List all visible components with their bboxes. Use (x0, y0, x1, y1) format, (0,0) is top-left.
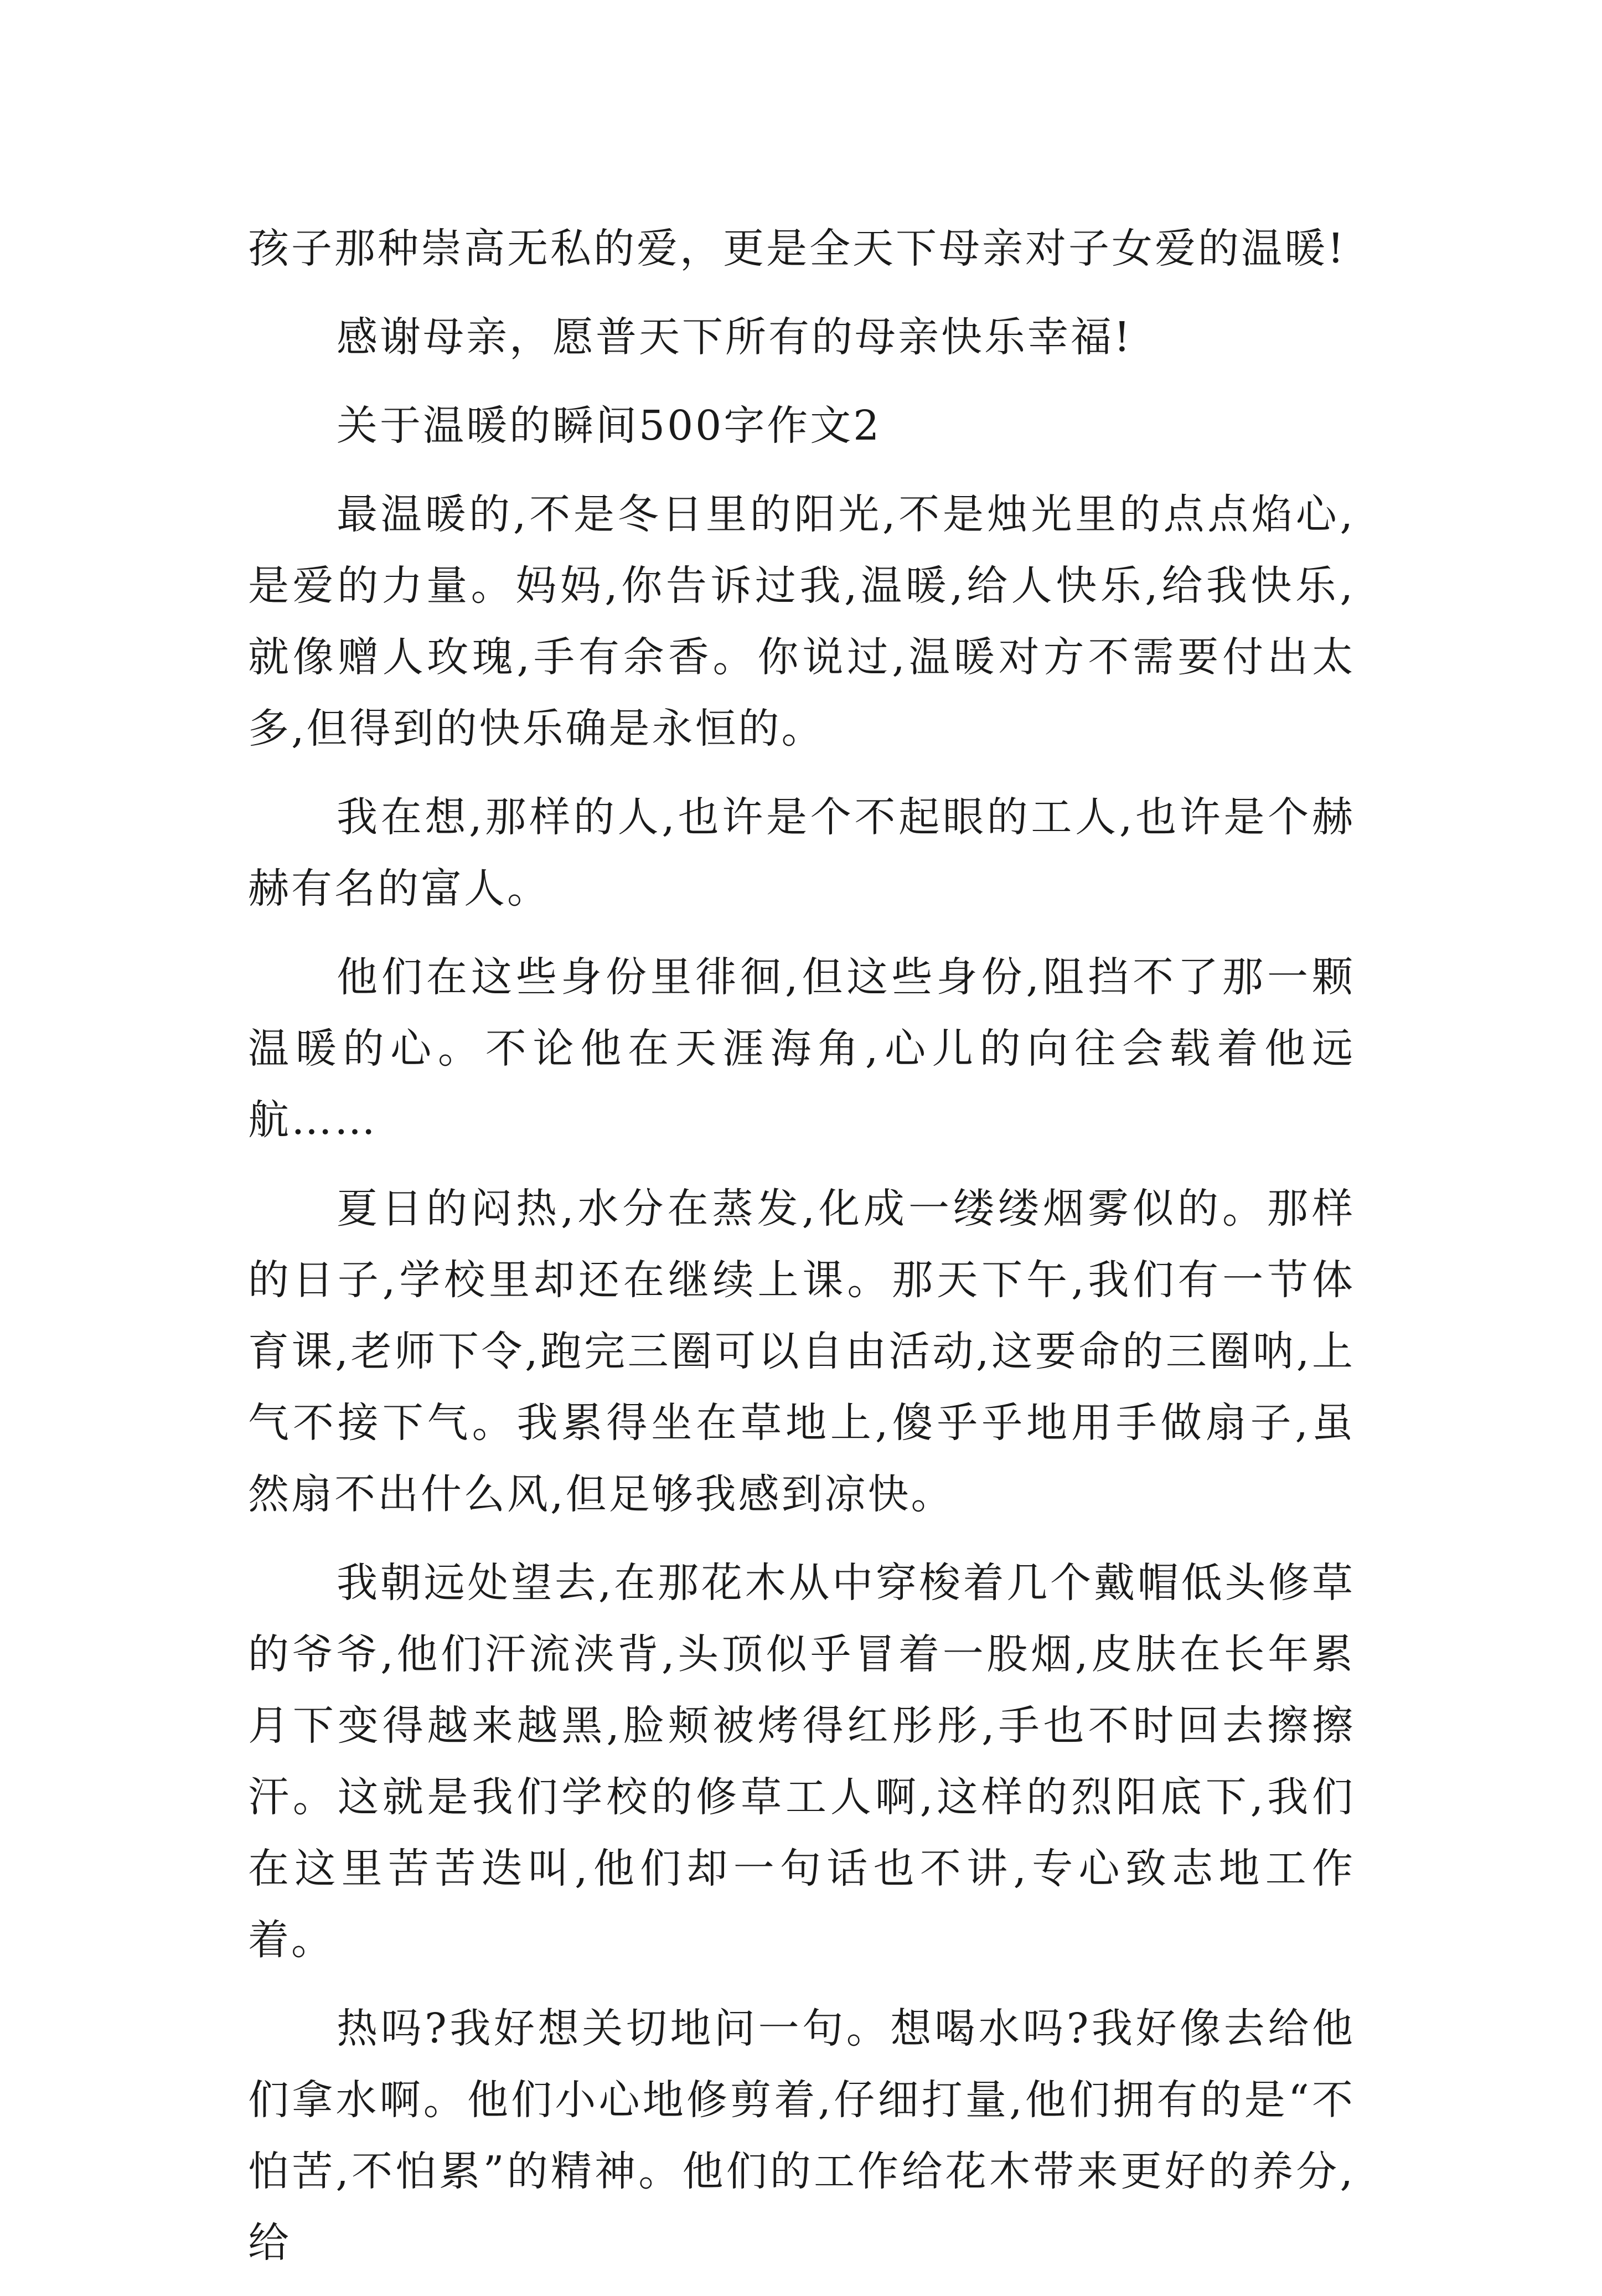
paragraph: 他们在这些身份里徘徊,但这些身份,阻挡不了那一颗温暖的心。不论他在天涯海角,心儿的向往会载着他远航…… (248, 953, 1355, 1144)
document-body (248, 213, 1355, 2296)
paragraph: 孩子那种崇高无私的爱，更是全天下母亲对子女爱的温暖! (248, 225, 1346, 272)
paragraph: 热吗?我好想关切地问一句。想喝水吗?我好像去给他们拿水啊。他们小心地修剪着,仔细打量,他们拥有的是“不怕苦,不怕累”的精神。他们的工作给花木带来更好的养分,给 (248, 2005, 1355, 2267)
essay-title: 关于温暖的瞬间500字作文2 (337, 402, 882, 450)
paragraph: 我在想,那样的人,也许是个不起眼的工人,也许是个赫赫有名的富人。 (248, 793, 1355, 912)
paragraph: 我朝远处望去,在那花木从中穿梭着几个戴帽低头修草的爷爷,他们汗流浃背,头顶似乎冒着一股烟,皮肤在长年累月下变得越来越黑,脸颊被烤得红彤彤,手也不时回去擦擦汗。这就是我们学校的修草工人啊,这样的烈阳底下,我们在这里苦苦迭叫,他们却一句话也不讲,专心致志地工作着。 (248, 1559, 1355, 1964)
paragraph: 最温暖的,不是冬日里的阳光,不是烛光里的点点焰心,是爱的力量。妈妈,你告诉过我,温暖,给人快乐,给我快乐,就像赠人玫瑰,手有余香。你说过,温暖对方不需要付出太多,但得到的快乐确是永恒的。 (248, 491, 1355, 752)
paragraph: 感谢母亲，愿普天下所有的母亲快乐幸福! (337, 313, 1133, 361)
paragraph: 夏日的闷热,水分在蒸发,化成一缕缕烟雾似的。那样的日子,学校里却还在继续上课。那天下午,我们有一节体育课,老师下令,跑完三圈可以自由活动,这要命的三圈呐,上气不接下气。我累得坐在草地上,傻乎乎地用手做扇子,虽然扇不出什么风,但足够我感到凉快。 (248, 1185, 1355, 1518)
